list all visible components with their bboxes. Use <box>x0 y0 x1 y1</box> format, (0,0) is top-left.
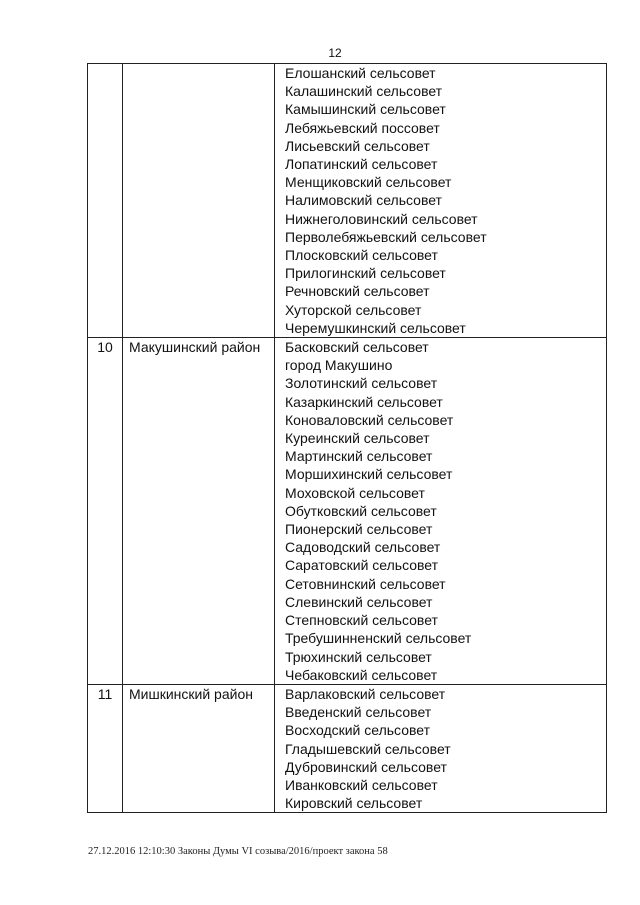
settlement-item: Куреинский сельсовет <box>285 430 430 447</box>
settlement-item: Мартинский сельсовет <box>285 448 433 465</box>
settlement-item: Нижнеголовинский сельсовет <box>285 210 478 227</box>
settlement-item: Моршихинский сельсовет <box>285 466 453 483</box>
table-row <box>88 64 607 338</box>
settlement-item: Казаркинский сельсовет <box>285 393 443 410</box>
settlement-list <box>275 338 607 685</box>
municipalities-table <box>87 63 607 813</box>
settlement-item: Дубровинский сельсовет <box>285 758 447 775</box>
table-row <box>88 684 607 812</box>
page-number: 12 <box>328 46 342 60</box>
settlement-item: Кировский сельсовет <box>285 795 423 812</box>
settlement-item: Степновский сельсовет <box>285 612 438 629</box>
settlement-item: город Макушино <box>285 357 393 374</box>
table-body <box>88 64 607 813</box>
settlement-item: Речновский сельсовет <box>285 283 430 300</box>
settlement-item: Перволебяжьевский сельсовет <box>285 228 487 245</box>
settlement-item: Басковский сельсовет <box>285 339 429 356</box>
settlement-list <box>275 684 607 812</box>
settlement-item: Черемушкинский сельсовет <box>285 319 466 336</box>
row-number: 11 <box>88 684 123 812</box>
settlement-item: Гладышевский сельсовет <box>285 740 451 757</box>
settlement-item: Требушинненский сельсовет <box>285 630 472 647</box>
settlement-item: Коноваловский сельсовет <box>285 411 454 428</box>
settlement-item: Трюхинский сельсовет <box>285 648 432 665</box>
settlement-item: Варлаковский сельсовет <box>285 685 446 702</box>
settlement-item: Менщиковский сельсовет <box>285 174 452 191</box>
district-name: Макушинский район <box>123 338 275 685</box>
settlement-item: Саратовский сельсовет <box>285 557 439 574</box>
settlement-item: Налимовский сельсовет <box>285 192 442 209</box>
settlement-item: Плосковский сельсовет <box>285 247 438 264</box>
settlement-item: Калашинский сельсовет <box>285 83 443 100</box>
settlement-item: Лебяжьевский поссовет <box>285 119 440 136</box>
settlement-item: Иванковский сельсовет <box>285 776 438 793</box>
row-number <box>88 64 123 338</box>
settlement-item: Садоводский сельсовет <box>285 539 441 556</box>
document-footer: 27.12.2016 12:10:30 Законы Думы VI созыва/2016/проект закона 58 <box>88 846 388 857</box>
settlement-item: Введенский сельсовет <box>285 704 432 721</box>
settlement-item: Сетовнинский сельсовет <box>285 575 446 592</box>
settlement-item: Чебаковский сельсовет <box>285 666 438 683</box>
settlement-item: Лопатинский сельсовет <box>285 156 438 173</box>
settlement-item: Золотинский сельсовет <box>285 375 438 392</box>
settlement-item: Елошанский сельсовет <box>285 65 436 81</box>
table-row <box>88 338 607 685</box>
district-name: Мишкинский район <box>123 684 275 812</box>
settlement-item: Обутковский сельсовет <box>285 502 437 519</box>
row-number: 10 <box>88 338 123 685</box>
settlement-item: Пионерский сельсовет <box>285 521 433 538</box>
settlement-item: Моховской сельсовет <box>285 484 425 501</box>
district-name <box>123 64 275 338</box>
settlement-item: Хуторской сельсовет <box>285 301 422 318</box>
settlement-item: Прилогинский сельсовет <box>285 265 446 282</box>
settlement-item: Слевинский сельсовет <box>285 593 433 610</box>
settlement-item: Восходский сельсовет <box>285 722 431 739</box>
settlement-item: Камышинский сельсовет <box>285 101 446 118</box>
settlement-item: Лисьевский сельсовет <box>285 137 430 154</box>
settlement-list <box>275 64 607 338</box>
